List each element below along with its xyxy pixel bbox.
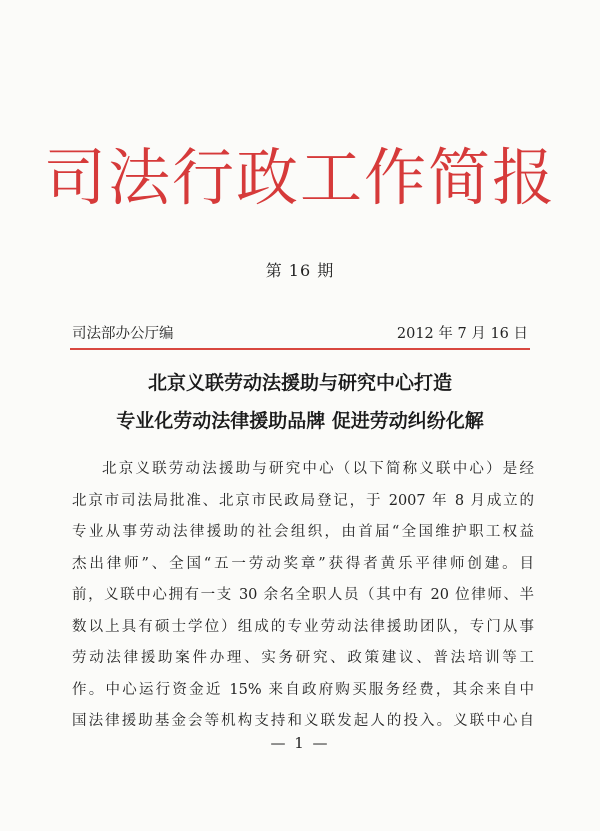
issue-number: 第 16 期 xyxy=(265,261,335,280)
body-line: 数以上具有硕士学位）组成的专业劳动法律援助团队，专门从事 xyxy=(72,618,534,635)
body-line: 北京市司法局批准、北京市民政局登记，于 2007 年 8 月成立的 xyxy=(72,492,534,509)
article-body xyxy=(72,454,534,738)
red-divider xyxy=(70,348,530,350)
body-line: 作。中心运行资金近 15% 来自政府购买服务经费，其余来自中 xyxy=(72,681,534,698)
body-line: 杰出律师”、全国“五一劳动奖章”获得者黄乐平律师创建。目 xyxy=(72,555,534,572)
body-line: 专业从事劳动法律援助的社会组织，由首届“全国维护职工权益 xyxy=(72,524,534,540)
editor-label: 司法部办公厅编 xyxy=(72,326,174,342)
body-line: 国法律援助基金会等机构支持和义联发起人的投入。义联中心自 xyxy=(72,713,534,729)
body-line: 前，义联中心拥有一支 30 余名全职人员（其中有 20 位律师、半 xyxy=(72,587,534,603)
article-title-line-1: 北京义联劳动法援助与研究中心打造 xyxy=(147,372,452,394)
body-line: 北京义联劳动法援助与研究中心（以下简称义联中心）是经 xyxy=(102,461,534,477)
publish-date: 2012 年 7 月 16 日 xyxy=(396,326,528,342)
article-title-line-2: 专业化劳动法律援助品牌 促进劳动纠纷化解 xyxy=(116,410,484,432)
masthead-title: 司法行政工作简报 xyxy=(43,141,556,214)
body-line: 劳动法律援助案件办理、实务研究、政策建议、普法培训等工 xyxy=(72,650,534,666)
page-number: — 1 — xyxy=(270,734,330,752)
meta-row xyxy=(72,322,528,346)
